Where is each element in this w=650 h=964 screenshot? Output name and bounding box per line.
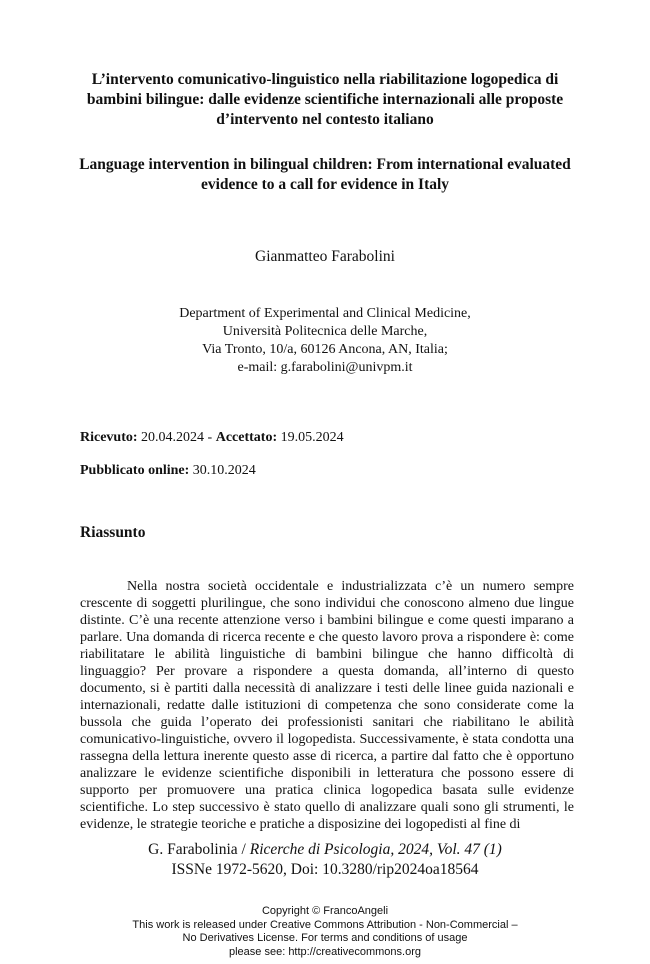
received-label: Ricevuto: (80, 430, 138, 445)
affiliation-address: Via Tronto, 10/a, 60126 Ancona, AN, Italia; (202, 342, 448, 357)
citation-line (0, 840, 650, 860)
abstract-text: Nella nostra società occidentale e industrializzata c’è un numero sempre crescente di soggetti plurilingue, che sono individui che conoscono almeno due lingue distinte. C’è una recente attenzione verso i bambini bilingue e come questi imparano a parlare. Una domanda di ricerca recente e che questo lavoro prova a rispondere è: come riabilitatare le abilità linguistiche di bambini bilingue che hanno difficoltà di linguaggio? Per provare a rispondere a questa domanda, all’interno di questo documento, si è partiti dalla necessità di analizzare i testi delle linee guida nazionali e internazionali, redatte dalle istituzioni di competenza che sono considerate come la bussola che guida l’operato dei professionisti sanitari che riabilitano le abilità comunicativo-linguistiche, ovvero il logopedista. Successivamente, è stata condotta una rassegna della lettura inerente questo asse di ricerca, a partire dal fatto che è opportuno analizzare le evidenze scientifiche disponibili in letteratura che possono essere di supporto per promuovere una pratica clinica logopedica basata sulle evidenze scientifiche. Lo step successivo è stato quello di analizzare quali sono gli strumenti, le evidenze, le strategie teoriche e pratiche a disposizine dei logopedisti al fine di (80, 579, 574, 832)
dates-separator: - (204, 430, 216, 445)
journal-citation (0, 840, 650, 880)
affiliation-department: Department of Experimental and Clinical Medicine, (179, 306, 471, 321)
published-date: 30.10.2024 (192, 463, 256, 478)
published-line (80, 463, 256, 479)
received-accepted-line (80, 430, 344, 446)
author-name: Gianmatteo Farabolini (255, 248, 395, 265)
english-title: Language intervention in bilingual children: From international evaluated evidence to a call for evidence in Italy (79, 156, 571, 193)
issn-doi-line: ISSNe 1972-5620, Doi: 10.3280/rip2024oa18564 (171, 861, 479, 878)
citation-journal: Ricerche di Psicologia, 2024, Vol. 47 (1) (249, 841, 502, 858)
accepted-label: Accettato: (215, 430, 278, 445)
accepted-date: 19.05.2024 (280, 430, 344, 445)
copyright-line-2: This work is released under Creative Commons Attribution - Non-Commercial – (132, 918, 518, 931)
copyright-notice (0, 905, 650, 959)
affiliation-email: e-mail: g.farabolini@univpm.it (237, 360, 413, 375)
copyright-line-3: No Derivatives License. For terms and conditions of usage (182, 932, 468, 944)
copyright-line-4: please see: http://creativecommons.org (229, 945, 421, 958)
citation-author: G. Farabolinia / (148, 841, 250, 858)
italian-title: L’intervento comunicativo-linguistico nella riabilitazione logopedica di bambini bilingue: dalle evidenze scientifiche internazionali alle proposte d’intervento nel contesto italiano (86, 71, 564, 128)
affiliation-university: Università Politecnica delle Marche, (222, 324, 428, 339)
received-date: 20.04.2024 (141, 430, 205, 445)
published-label: Pubblicato online: (80, 463, 190, 478)
section-heading: Riassunto (80, 524, 146, 541)
copyright-line-1: Copyright © FrancoAngeli (261, 905, 389, 917)
affiliation-block (0, 305, 650, 377)
